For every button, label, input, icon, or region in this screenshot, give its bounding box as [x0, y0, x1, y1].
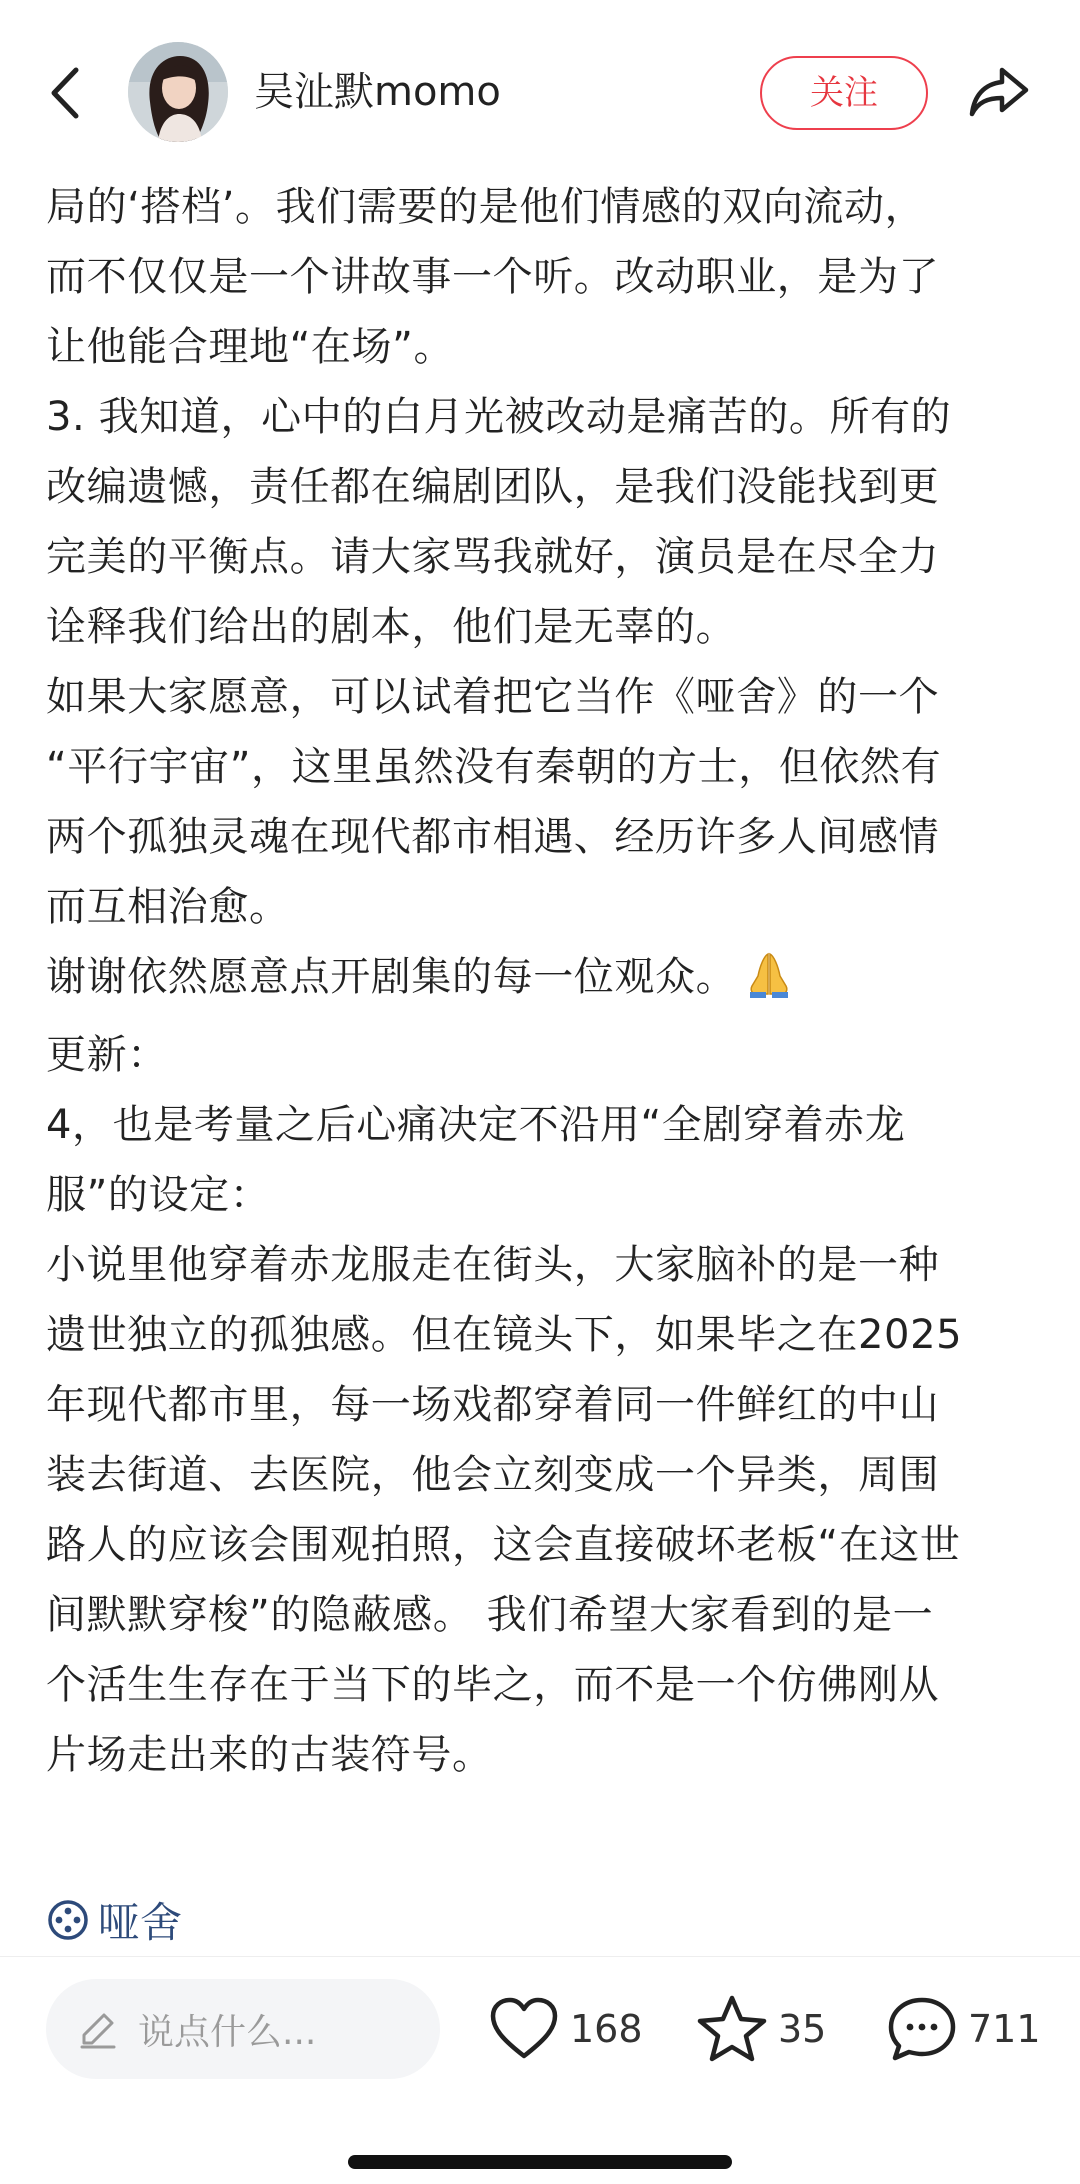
avatar[interactable] [128, 42, 228, 142]
avatar-image [128, 42, 228, 142]
speech-bubble-icon [886, 1994, 958, 2064]
topic-label: 哑舍 [98, 1898, 183, 1947]
home-indicator[interactable] [348, 2155, 732, 2169]
chevron-left-icon [40, 58, 96, 128]
share-button[interactable] [966, 62, 1032, 122]
comment-button[interactable] [886, 1991, 1041, 2067]
heart-icon [488, 1996, 560, 2062]
like-count: 168 [570, 2007, 643, 2051]
comment-placeholder: 说点什么... [138, 2011, 317, 2053]
folded-hands-icon [746, 950, 792, 1020]
favorite-count: 35 [778, 2007, 827, 2051]
film-reel-icon [46, 1898, 90, 1942]
back-button[interactable] [40, 58, 96, 128]
like-button[interactable] [488, 1991, 643, 2067]
paragraph: 4，也是考量之后心痛决定不沿用“全剧穿着赤龙 服”的设定： [46, 1102, 906, 1218]
pencil-icon [78, 2009, 118, 2049]
star-icon [696, 1994, 768, 2064]
bottom-action-bar [0, 1956, 1080, 2184]
username[interactable]: 吴沚默momo [254, 69, 501, 115]
follow-button[interactable]: 关注 [760, 56, 928, 130]
comment-input[interactable] [46, 1979, 440, 2079]
favorite-button[interactable] [696, 1991, 826, 2067]
paragraph: 3. 我知道，心中的白月光被改动是痛苦的。所有的 改编遗憾，责任都在编剧团队，是我们没能找到更 完美的平衡点。请大家骂我就好，演员是在尽全力 诠释我们给出的剧本，他们是无辜的。 [46, 394, 952, 650]
paragraph: 如果大家愿意，可以试着把它当作《哑舍》的一个 “平行宇宙”，这里虽然没有秦朝的方士，但依然有 两个孤独灵魂在现代都市相遇、经历许多人间感情 而互相治愈。 [46, 674, 942, 930]
paragraph: 局的‘搭档’。我们需要的是他们情感的双向流动， 而不仅仅是一个讲故事一个听。改动职业，是为了 让他能合理地“在场”。 [46, 184, 940, 370]
paragraph: 小说里他穿着赤龙服走在街头，大家脑补的是一种 遗世独立的孤独感。但在镜头下，如果毕之在2025 年现代都市里，每一场戏都穿着同一件鲜红的中山 装去街道、去医院，他会立刻变成一个异类，周围 路人的应该会围观拍照，这会直接破坏老板“在这世 间默默穿梭”的隐蔽感。 我们希望大家看到的是一 个活生生存在于当下的毕之，而不是一个仿佛刚从 片场走出来的古装符号。 [46, 1242, 963, 1778]
share-arrow-icon [966, 62, 1032, 122]
post-content [46, 172, 1046, 1790]
paragraph: 更新： [46, 1032, 168, 1078]
comment-count: 711 [968, 2007, 1041, 2051]
paragraph-text: 谢谢依然愿意点开剧集的每一位观众。 [46, 954, 737, 1000]
paragraph-with-emoji [46, 942, 1046, 1020]
post-header [0, 0, 1080, 176]
topic-tag[interactable] [46, 1890, 182, 1950]
